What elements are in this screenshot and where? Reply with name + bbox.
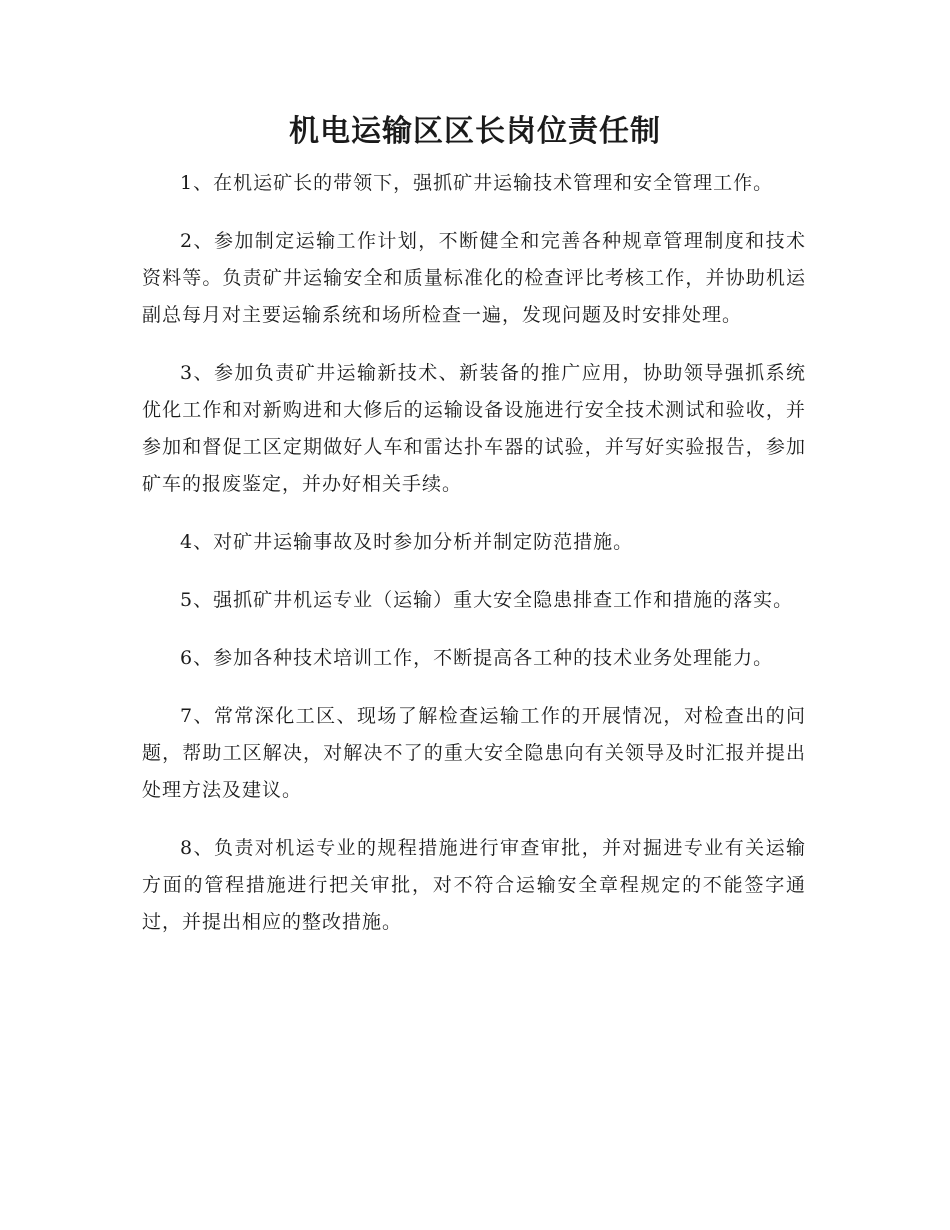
clause-7: 7、常常深化工区、现场了解检查运输工作的开展情况，对检查出的问题，帮助工区解决，对解决不了的重大安全隐患向有关领导及时汇报并提出处理方法及建议。: [142, 705, 806, 801]
clause-5: 5、强抓矿井机运专业（运输）重大安全隐患排查工作和措施的落实。: [180, 589, 794, 611]
clause-2: 2、参加制定运输工作计划，不断健全和完善各种规章管理制度和技术资料等。负责矿井运输安全和质量标准化的检查评比考核工作，并协助机运副总每月对主要运输系统和场所检查一遍，发现问题及时安排处理。: [142, 230, 806, 326]
clause-3: 3、参加负责矿井运输新技术、新装备的推广应用，协助领导强抓系统优化工作和对新购进和大修后的运输设备设施进行安全技术测试和验收，并参加和督促工区定期做好人车和雷达扑车器的试验，并写好实验报告，参加矿车的报废鉴定，并办好相关手续。: [142, 362, 806, 495]
clause-6: 6、参加各种技术培训工作，不断提高各工种的技术业务处理能力。: [180, 647, 774, 669]
clause-1: 1、在机运矿长的带领下，强抓矿井运输技术管理和安全管理工作。: [180, 172, 774, 194]
clause-8: 8、负责对机运专业的规程措施进行审查审批，并对掘进专业有关运输方面的管程措施进行把关审批，对不符合运输安全章程规定的不能签字通过，并提出相应的整改措施。: [142, 837, 806, 933]
document-title: 机电运输区区长岗位责任制: [289, 114, 661, 149]
clause-4: 4、对矿井运输事故及时参加分析并制定防范措施。: [180, 531, 634, 553]
clause-list: [142, 165, 806, 962]
